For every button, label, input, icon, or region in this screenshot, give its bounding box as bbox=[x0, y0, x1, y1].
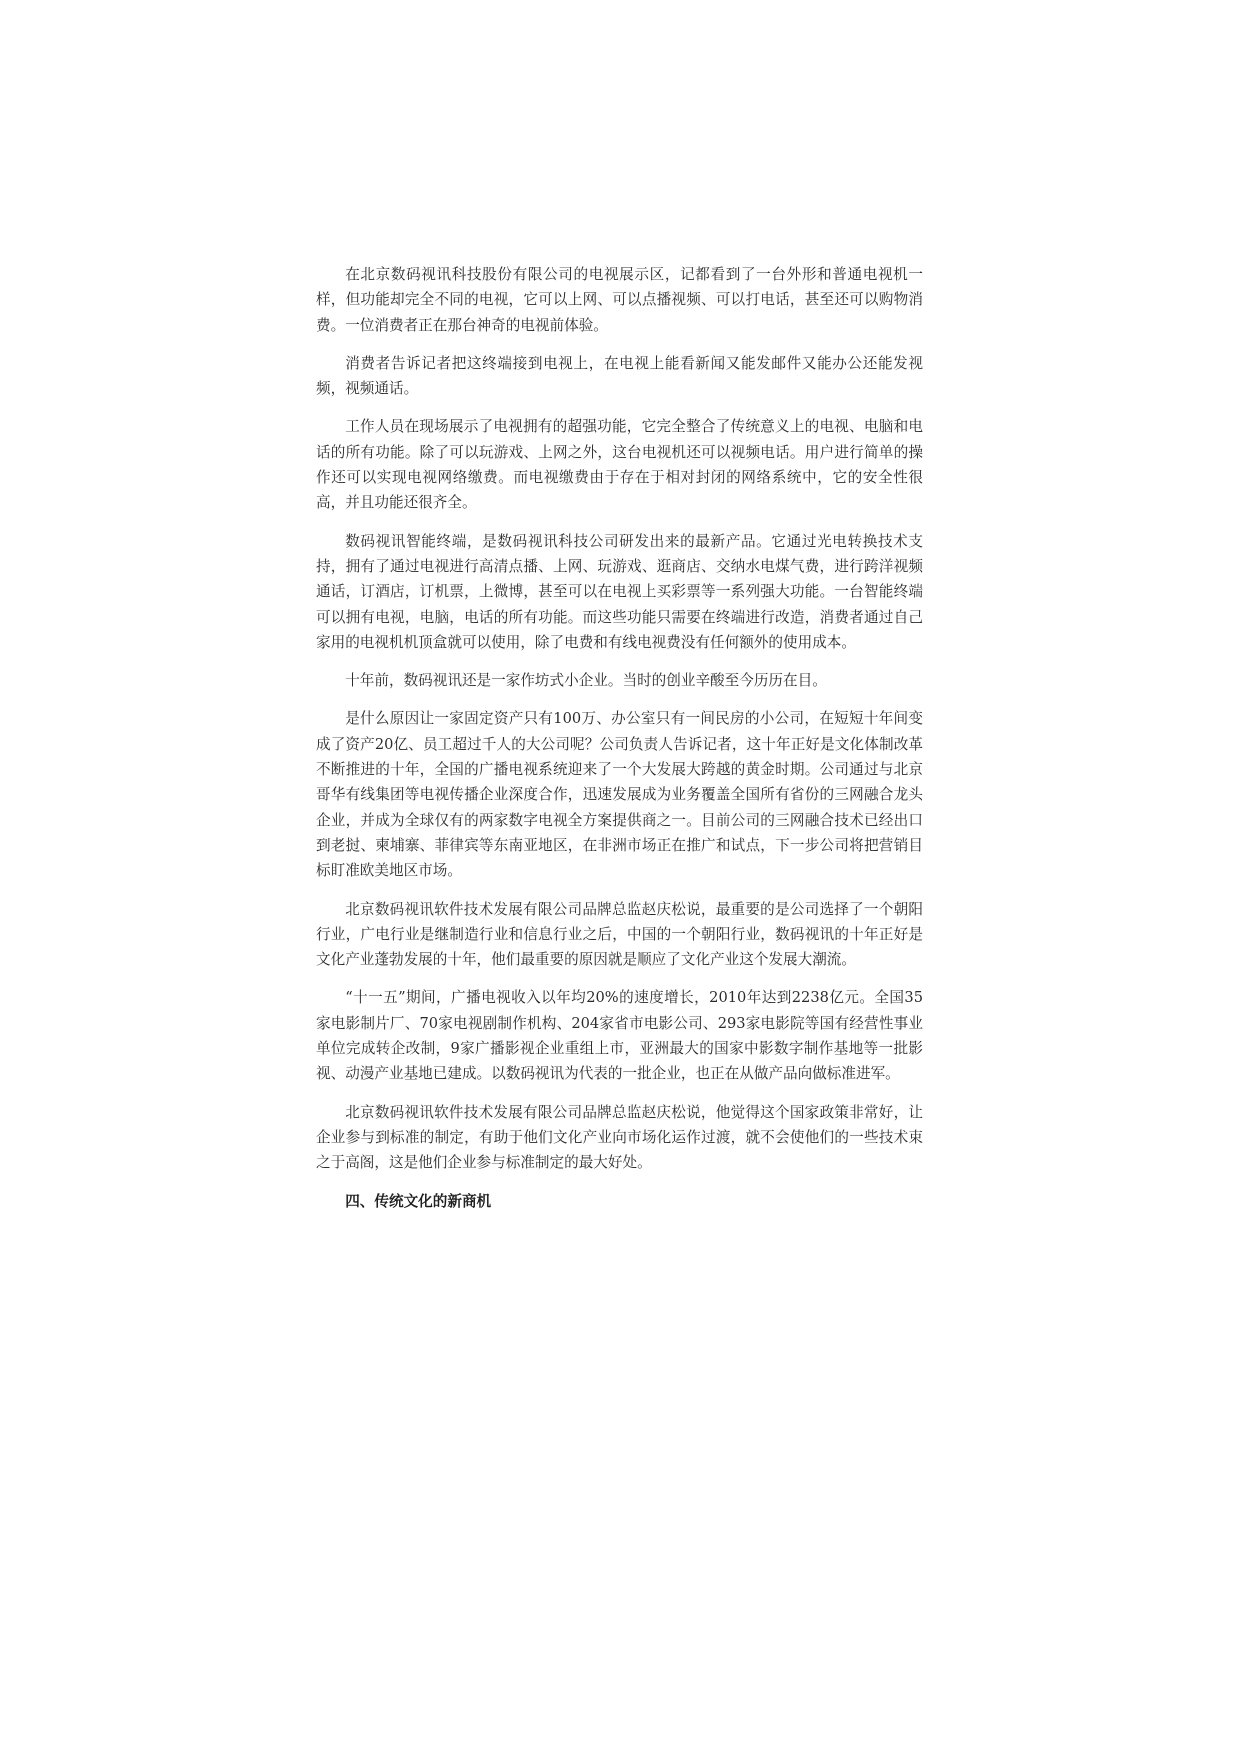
paragraph-staff-demo: 工作人员在现场展示了电视拥有的超强功能，它完全整合了传统意义上的电视、电脑和电话的所有功能。除了可以玩游戏、上网之外，这台电视机还可以视频电话。用户进行简单的操作还可以实现电视网络缴费。而电视缴费由于存在于相对封闭的网络系统中，它的安全性很高，并且功能还很齐全。 bbox=[316, 418, 923, 512]
paragraph-brand-director-1: 北京数码视讯软件技术发展有限公司品牌总监赵庆松说，最重要的是公司选择了一个朝阳行业，广电行业是继制造行业和信息行业之后，中国的一个朝阳行业，数码视讯的十年正好是文化产业蓬勃发展的十年，他们最重要的原因就是顺应了文化产业这个发展大潮流。 bbox=[316, 900, 923, 969]
paragraph-eleventh-five-year: “十一五”期间，广播电视收入以年均20%的速度增长，2010年达到2238亿元。全国35家电影制片厂、70家电视剧制作机构、204家省市电影公司、293家电影院等国有经营性事业单位完成转企改制，9家广播影视企业重组上市，亚洲最大的国家中影数字制作基地等一批影视、动漫产业基地已建成。以数码视讯为代表的一批企业，也正在从做产品向做标准进军。 bbox=[316, 989, 923, 1083]
paragraph-consumer-quote: 消费者告诉记者把这终端接到电视上，在电视上能看新闻又能发邮件又能办公还能发视频，视频通话。 bbox=[316, 354, 923, 398]
article-body bbox=[316, 262, 923, 1214]
paragraph-smart-terminal: 数码视讯智能终端，是数码视讯科技公司研发出来的最新产品。它通过光电转换技术支持，拥有了通过电视进行高清点播、上网、玩游戏、逛商店、交纳水电煤气费，进行跨洋视频通话，订酒店，订机票，上微博，甚至可以在电视上买彩票等一系列强大功能。一台智能终端可以拥有电视，电脑，电话的所有功能。而这些功能只需要在终端进行改造，消费者通过自己家用的电视机机顶盒就可以使用，除了电费和有线电视费没有任何额外的使用成本。 bbox=[316, 532, 923, 651]
paragraph-company-growth: 是什么原因让一家固定资产只有100万、办公室只有一间民房的小公司，在短短十年间变成了资产20亿、员工超过千人的大公司呢？公司负责人告诉记者，这十年正好是文化体制改革不断推进的十年，全国的广播电视系统迎来了一个大发展大跨越的黄金时期。公司通过与北京哥华有线集团等电视传播企业深度合作，迅速发展成为业务覆盖全国所有省份的三网融合龙头企业，并成为全球仅有的两家数字电视全方案提供商之一。目前公司的三网融合技术已经出口到老挝、柬埔寨、菲律宾等东南亚地区，在非洲市场正在推广和试点，下一步公司将把营销目标盯准欧美地区市场。 bbox=[316, 710, 923, 880]
section-heading: 四、传统文化的新商机 bbox=[345, 1192, 492, 1210]
paragraph-tv-showroom: 在北京数码视讯科技股份有限公司的电视展示区，记都看到了一台外形和普通电视机一样，但功能却完全不同的电视，它可以上网、可以点播视频、可以打电话，甚至还可以购物消费。一位消费者正在那台神奇的电视前体验。 bbox=[316, 266, 923, 334]
paragraph-brand-director-2: 北京数码视讯软件技术发展有限公司品牌总监赵庆松说，他觉得这个国家政策非常好，让企业参与到标准的制定，有助于他们文化产业向市场化运作过渡，就不会使他们的一些技术束之于高阁，这是他们企业参与标准制定的最大好处。 bbox=[316, 1103, 923, 1172]
paragraph-ten-years-ago: 十年前，数码视讯还是一家作坊式小企业。当时的创业辛酸至今历历在目。 bbox=[345, 672, 827, 690]
